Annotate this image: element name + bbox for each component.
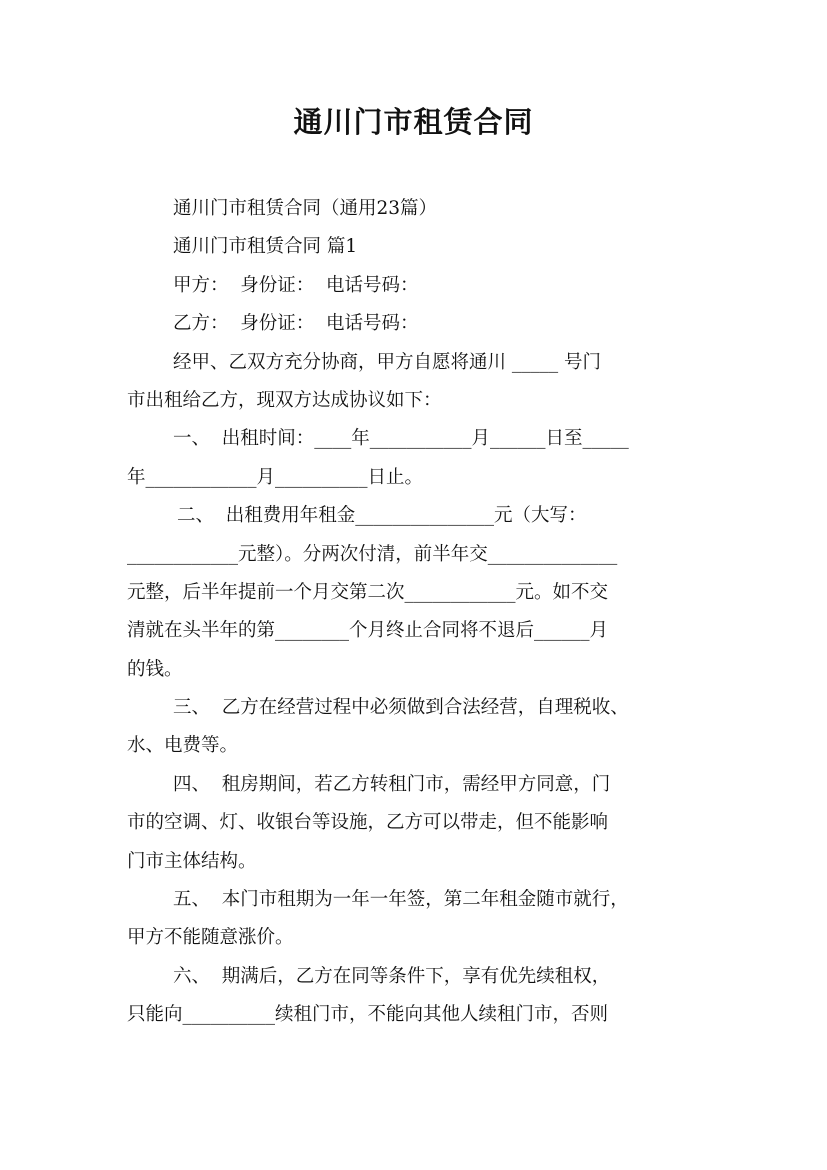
doc-line-1: 通川门市租赁合同（通用23篇） (173, 198, 438, 219)
doc-line-5: 经甲、乙双方充分协商，甲方自愿将通川 _____ 号门 (173, 351, 602, 373)
doc-line-14: 三、 乙方在经营过程中必须做到合法经营，自理税收、 (173, 697, 629, 719)
document-title: 通川门市租赁合同 (293, 105, 534, 139)
doc-line-3: 甲方： 身份证： 电话号码： (173, 274, 419, 296)
doc-line-12: 清就在头半年的第________个月终止合同将不退后______月 (127, 620, 609, 642)
doc-line-19: 五、 本门市租期为一年一年签，第二年租金随市就行， (173, 889, 629, 911)
doc-line-9: 二、 出租费用年租金_______________元（大写： (177, 505, 587, 527)
doc-line-13: 的钱。 (127, 658, 183, 680)
doc-line-22: 只能向__________续租门市，不能向其他人续租门市，否则 (127, 1004, 609, 1026)
doc-line-17: 市的空调、灯、收银台等设施，乙方可以带走，但不能影响 (127, 812, 609, 834)
doc-line-20: 甲方不能随意涨价。 (127, 927, 294, 949)
doc-line-16: 四、 租房期间，若乙方转租门市，需经甲方同意，门 (173, 773, 611, 795)
doc-line-15: 水、电费等。 (127, 735, 239, 757)
doc-line-11: 元整，后半年提前一个月交第二次____________元。如不交 (127, 581, 609, 603)
doc-line-7: 一、 出租时间：____年___________月______日至_____ (173, 428, 629, 450)
doc-line-10: ____________元整）。分两次付清，前半年交______________ (127, 543, 618, 565)
doc-line-18: 门市主体结构。 (127, 850, 257, 872)
doc-line-6: 市出租给乙方，现双方达成协议如下： (127, 389, 442, 411)
doc-line-4: 乙方： 身份证： 电话号码： (173, 313, 419, 335)
doc-line-8: 年____________月__________日止。 (127, 466, 424, 488)
document-body (127, 190, 707, 1035)
doc-line-21: 六、 期满后，乙方在同等条件下，享有优先续租权， (173, 965, 611, 987)
doc-line-2: 通川门市租赁合同 篇1 (173, 236, 358, 258)
